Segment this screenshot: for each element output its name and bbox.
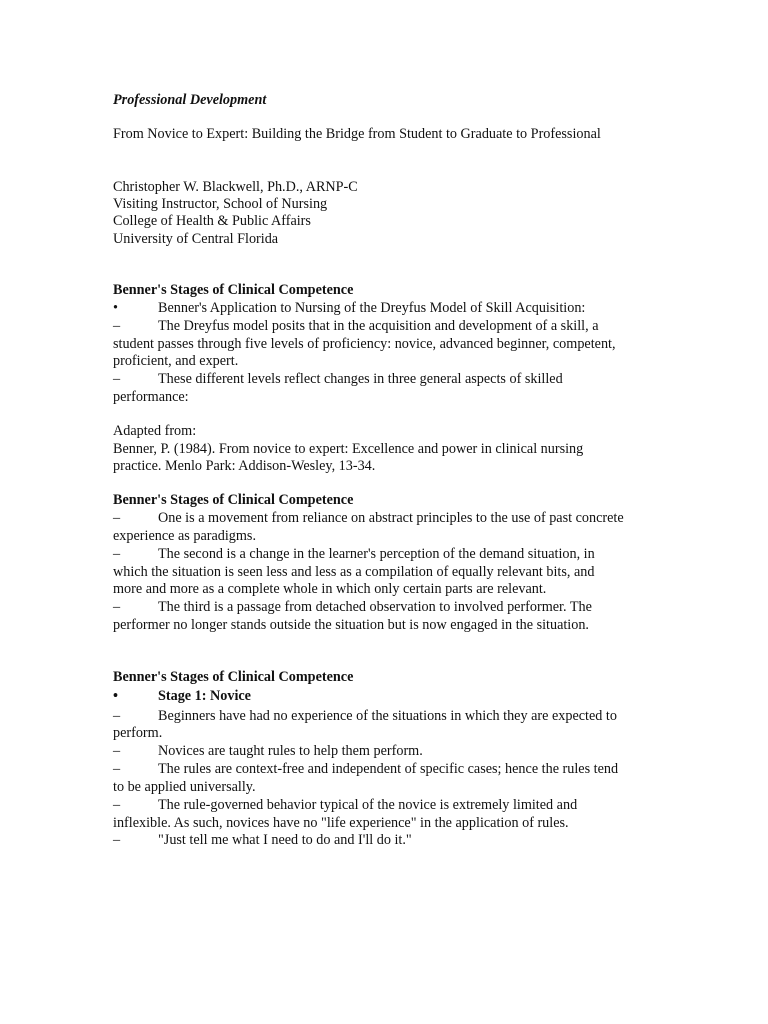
section1-item1-line2: student passes through five levels of proficiency: novice, advanced beginner, competent, xyxy=(113,336,616,352)
section3-item3-line1: The rules are context-free and independent of specific cases; hence the rules tend xyxy=(158,761,619,777)
citation-line2: practice. Menlo Park: Addison-Wesley, 13-34. xyxy=(113,458,376,474)
section1-item1-dash: – xyxy=(113,318,121,334)
section1-bullet-text: Benner's Application to Nursing of the Dreyfus Model of Skill Acquisition: xyxy=(158,300,586,316)
section3-item2-line1: Novices are taught rules to help them perform. xyxy=(158,743,423,759)
section3-item4-line2: inflexible. As such, novices have no "life experience" in the application of rules. xyxy=(113,815,569,831)
author-name: Christopher W. Blackwell, Ph.D., ARNP-C xyxy=(113,179,358,195)
author-college: College of Health & Public Affairs xyxy=(113,213,311,229)
author-university: University of Central Florida xyxy=(113,231,279,247)
section3-item5-line1: "Just tell me what I need to do and I'll do it." xyxy=(158,832,412,848)
section3-bullet-marker: • xyxy=(113,688,118,704)
section1-bullet-marker: • xyxy=(113,300,118,316)
document-subtitle: From Novice to Expert: Building the Bridge from Student to Graduate to Professional xyxy=(113,126,601,142)
section1-item2-line1: These different levels reflect changes in three general aspects of skilled xyxy=(158,371,563,387)
section1-heading: Benner's Stages of Clinical Competence xyxy=(113,282,354,298)
document-title: Professional Development xyxy=(113,92,267,108)
section3-heading: Benner's Stages of Clinical Competence xyxy=(113,669,354,685)
section3-item3-line2: to be applied universally. xyxy=(113,779,256,795)
section3-item1-line2: perform. xyxy=(113,725,163,741)
section1-item1-line3: proficient, and expert. xyxy=(113,353,239,369)
section2-item3-line1: The third is a passage from detached observation to involved performer. The xyxy=(158,599,592,615)
section3-item3-dash: – xyxy=(113,761,121,777)
section2-item2-dash: – xyxy=(113,546,121,562)
section3-item1-line1: Beginners have had no experience of the situations in which they are expected to xyxy=(158,708,617,724)
adapted-label: Adapted from: xyxy=(113,423,197,439)
section2-item2-line3: more and more as a complete whole in which only certain parts are relevant. xyxy=(113,581,547,597)
section3-item4-line1: The rule-governed behavior typical of the novice is extremely limited and xyxy=(158,797,578,813)
section3-item2-dash: – xyxy=(113,743,121,759)
section2-heading: Benner's Stages of Clinical Competence xyxy=(113,492,354,508)
section3-item1-dash: – xyxy=(113,708,121,724)
section2-item3-line2: performer no longer stands outside the situation but is now engaged in the situation. xyxy=(113,617,589,633)
author-role: Visiting Instructor, School of Nursing xyxy=(113,196,328,212)
citation-line1: Benner, P. (1984). From novice to expert: Excellence and power in clinical nursing xyxy=(113,441,584,457)
section1-item1-line1: The Dreyfus model posits that in the acquisition and development of a skill, a xyxy=(158,318,599,334)
section2-item2-line1: The second is a change in the learner's perception of the demand situation, in xyxy=(158,546,595,562)
section2-item1-dash: – xyxy=(113,510,121,526)
section3-stage-label: Stage 1: Novice xyxy=(158,688,251,704)
section2-item1-line2: experience as paradigms. xyxy=(113,528,256,544)
section3-item4-dash: – xyxy=(113,797,121,813)
section1-item2-dash: – xyxy=(113,371,121,387)
section3-item5-dash: – xyxy=(113,832,121,848)
section2-item2-line2: which the situation is seen less and less as a compilation of equally relevant bits, and xyxy=(113,564,595,580)
section2-item1-line1: One is a movement from reliance on abstract principles to the use of past concrete xyxy=(158,510,624,526)
section2-item3-dash: – xyxy=(113,599,121,615)
section1-item2-line2: performance: xyxy=(113,389,189,405)
